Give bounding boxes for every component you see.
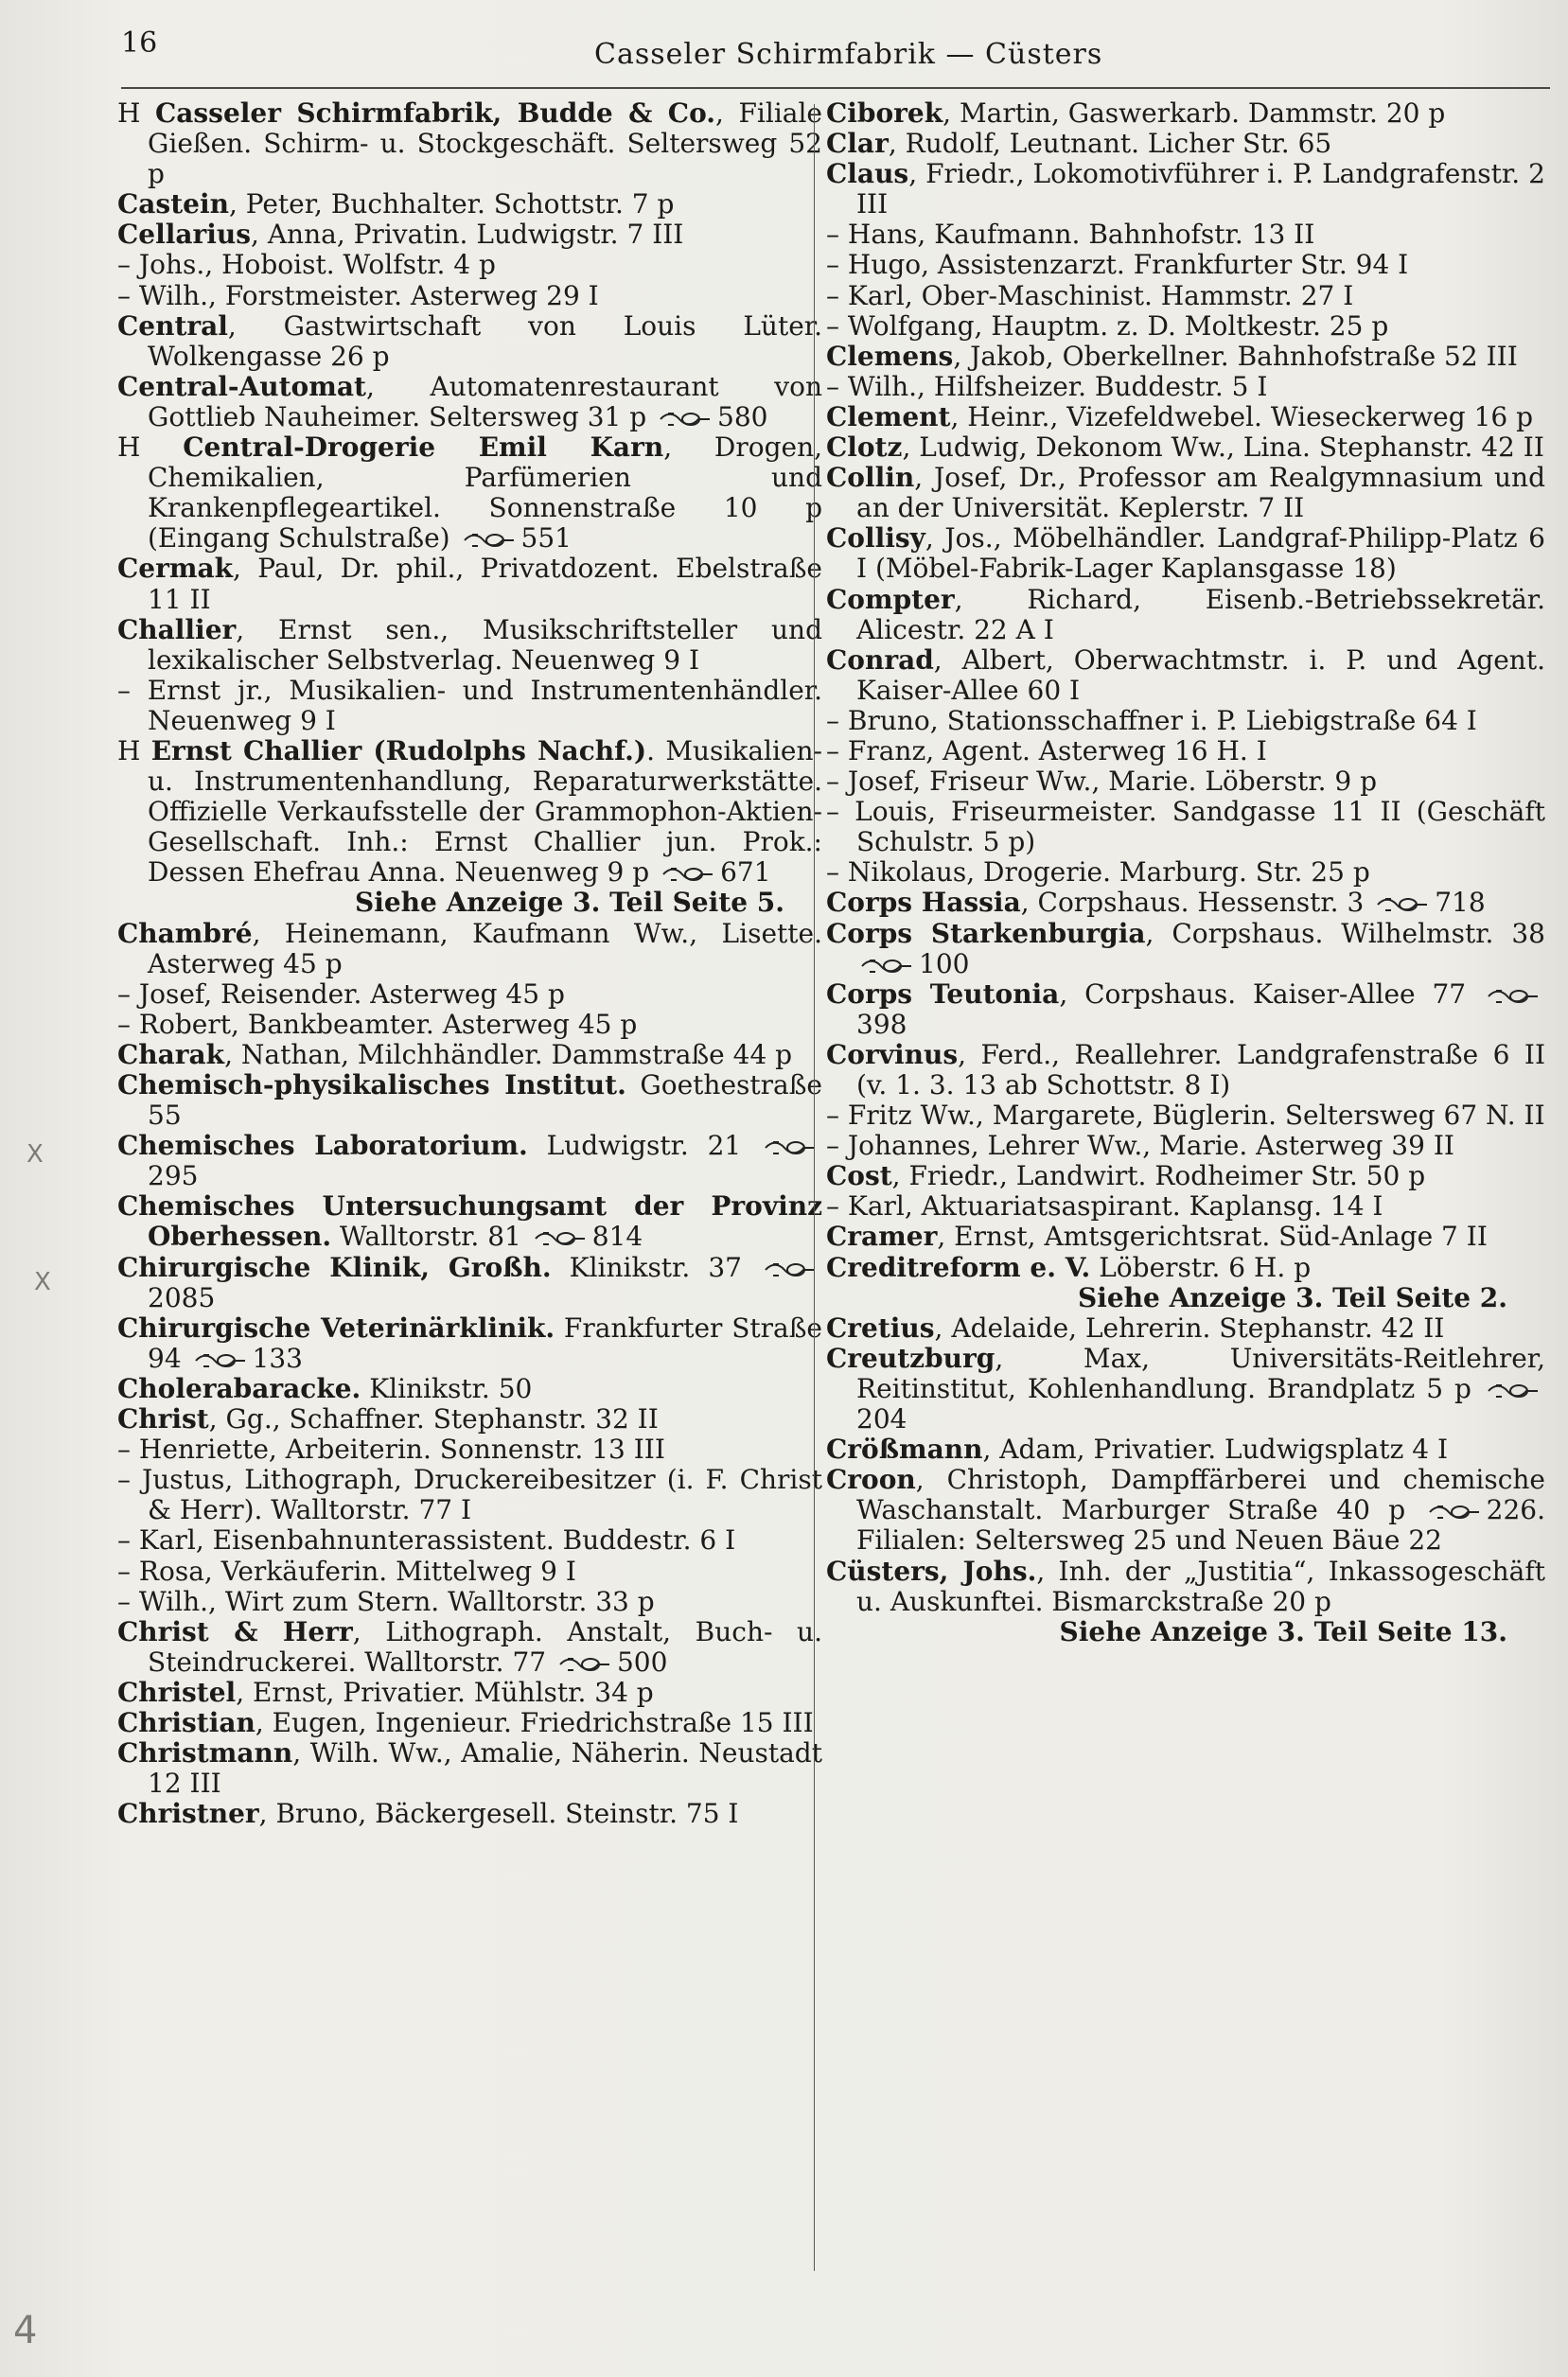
directory-entry: – Josef, Friseur Ww., Marie. Löberstr. 9 p	[826, 766, 1378, 798]
entry-name: Central-Drogerie Emil Karn	[183, 431, 664, 464]
ad-reference: Siehe Anzeige 3. Teil Seite 5.	[354, 887, 784, 919]
telephone-icon	[764, 1261, 817, 1278]
entry-name: Conrad	[826, 643, 934, 676]
directory-entry: Corps Starkenburgia, Corpshaus. Wilhelmstr. 38 100	[826, 917, 1545, 979]
directory-entry: – Johannes, Lehrer Ww., Marie. Asterweg 39 II	[826, 1130, 1454, 1162]
column-divider	[814, 104, 815, 2271]
directory-entry: – Ernst jr., Musikalien- und Instrumentenhändler. Neuenweg 9 I	[117, 674, 822, 736]
directory-entry: Christ & Herr, Lithograph. Anstalt, Buch- u. Steindruckerei. Walltorstr. 77 500	[117, 1615, 822, 1678]
directory-entry: Creditreform e. V. Löberstr. 6 H. p	[826, 1251, 1312, 1283]
entry-name: Christmann	[117, 1737, 293, 1770]
directory-entry: Croon, Christoph, Dampffärberei und chemische Waschanstalt. Marburger Straße 40 p 226. Filialen: Seltersweg 25 und Neuen Bäue 22	[826, 1464, 1545, 1557]
directory-entry: – Rosa, Verkäuferin. Mittelweg 9 I	[117, 1555, 576, 1587]
directory-entry: – Wilh., Forstmeister. Asterweg 29 I	[117, 279, 599, 311]
directory-entry: Ciborek, Martin, Gaswerkarb. Dammstr. 20 p	[826, 97, 1446, 129]
entry-name: Christner	[117, 1798, 259, 1830]
directory-entry: Cholerabaracke. Klinikstr. 50	[117, 1372, 533, 1404]
entry-name: Chirurgische Klinik, Großh.	[117, 1251, 552, 1283]
directory-entry: Christel, Ernst, Privatier. Mühlstr. 34 p	[117, 1676, 654, 1708]
directory-entry: Central, Gastwirtschaft von Louis Lüter. Wolkengasse 26 p	[117, 309, 822, 372]
directory-entry: Chirurgische Veterinärklinik. Frankfurter Straße 94 133	[117, 1312, 822, 1374]
directory-entry: Central-Automat, Automatenrestaurant von Gottlieb Nauheimer. Seltersweg 31 p 580	[117, 370, 822, 432]
entry-name: Clar	[826, 128, 889, 160]
page-number: 16	[121, 26, 158, 60]
directory-entry: – Franz, Agent. Asterweg 16 H. I	[826, 734, 1267, 766]
running-title: Casseler Schirmfabrik — Cüsters	[594, 38, 1103, 71]
directory-entry: Corps Teutonia, Corpshaus. Kaiser-Allee 77 398	[826, 979, 1545, 1040]
entry-name: Ernst Challier (Rudolphs Nachf.)	[150, 734, 647, 766]
entry-name: Creditreform e. V.	[826, 1251, 1091, 1283]
right-column	[826, 98, 1545, 1647]
directory-entry: – Hans, Kaufmann. Bahnhofstr. 13 II	[826, 219, 1315, 251]
entry-name: Challier	[117, 613, 237, 645]
telephone-icon	[1487, 1382, 1540, 1400]
entry-name: Claus	[826, 158, 909, 190]
entry-name: Corps Teutonia	[826, 977, 1060, 1010]
directory-entry: – Wolfgang, Hauptm. z. D. Moltkestr. 25 p	[826, 309, 1389, 342]
directory-entry: – Josef, Reisender. Asterweg 45 p	[117, 977, 565, 1010]
directory-entry: Cost, Friedr., Landwirt. Rodheimer Str. 50 p	[826, 1160, 1426, 1192]
directory-entry: – Johs., Hoboist. Wolfstr. 4 p	[117, 249, 496, 281]
ad-reference: Siehe Anzeige 3. Teil Seite 2.	[1077, 1281, 1507, 1313]
entry-name: Chambré	[117, 917, 253, 949]
entry-name: Cüsters, Johs.	[826, 1555, 1037, 1587]
entry-name: Cramer	[826, 1221, 938, 1253]
directory-entry: Clement, Heinr., Vizefeldwebel. Wieseckerweg 16 p	[826, 400, 1534, 432]
directory-entry: Clemens, Jakob, Oberkellner. Bahnhofstraße 52 III	[826, 340, 1518, 372]
margin-mark: 4	[13, 2309, 38, 2352]
directory-entry: Chemisches Untersuchungsamt der Provinz Oberhessen. Walltorstr. 81 814	[117, 1190, 822, 1253]
entry-name: Christ & Herr	[117, 1615, 353, 1647]
directory-entry: Castein, Peter, Buchhalter. Schottstr. 7 p	[117, 188, 675, 220]
entry-name: Christel	[117, 1676, 237, 1708]
entry-name: Central-Automat	[117, 370, 366, 402]
telephone-icon	[764, 1139, 817, 1156]
header-rule	[121, 87, 1550, 89]
directory-entry: Conrad, Albert, Oberwachtmstr. i. P. und Agent. Kaiser-Allee 60 I	[826, 643, 1545, 706]
directory-entry: Collin, Josef, Dr., Professor am Realgymnasium und an der Universität. Keplerstr. 7 II	[826, 462, 1545, 524]
ad-reference: Siehe Anzeige 3. Teil Seite 13.	[1059, 1615, 1507, 1647]
page-header	[121, 23, 1541, 79]
directory-entry: Christmann, Wilh. Ww., Amalie, Näherin. Neustadt 12 III	[117, 1737, 822, 1800]
telephone-icon	[534, 1230, 587, 1247]
entry-name: Chemisches Untersuchungsamt der Provinz Oberhessen.	[117, 1190, 822, 1253]
directory-entry: Collisy, Jos., Möbelhändler. Landgraf-Philipp-Platz 6 I (Möbel-Fabrik-Lager Kaplansgasse 18)	[826, 522, 1545, 585]
directory-entry: Cüsters, Johs., Inh. der „Justitia“, Inkassogeschäft u. Auskunftei. Bismarckstraße 20 p	[826, 1555, 1545, 1617]
entry-name: Ciborek	[826, 97, 943, 129]
margin-mark: X	[26, 1140, 44, 1169]
left-column	[117, 98, 822, 1829]
entry-name: Christian	[117, 1706, 255, 1738]
directory-entry: Cermak, Paul, Dr. phil., Privatdozent. Ebelstraße 11 II	[117, 553, 822, 615]
directory-entry: – Nikolaus, Drogerie. Marburg. Str. 25 p	[826, 856, 1370, 889]
entry-name: Cost	[826, 1160, 892, 1192]
directory-entry: Chirurgische Klinik, Großh. Klinikstr. 37 2085	[117, 1253, 822, 1313]
telephone-icon	[860, 958, 913, 975]
telephone-icon	[1487, 988, 1540, 1005]
directory-entry: Christian, Eugen, Ingenieur. Friedrichstraße 15 III	[117, 1706, 814, 1738]
entry-name: Christ	[117, 1403, 209, 1435]
directory-entry: Creutzburg, Max, Universitäts-Reitlehrer, Reitinstitut, Kohlenhandlung. Brandplatz 5 p 204	[826, 1342, 1545, 1435]
directory-entry: – Robert, Bankbeamter. Asterweg 45 p	[117, 1008, 638, 1040]
entry-name: Cretius	[826, 1312, 935, 1344]
directory-entry: – Karl, Aktuariatsaspirant. Kaplansg. 14 I	[826, 1190, 1383, 1223]
directory-entry: H Central-Drogerie Emil Karn, Drogen, Chemikalien, Parfümerien und Krankenpflegeartikel. Sonnenstraße 10 p (Eingang Schulstraße) 551	[117, 431, 822, 555]
directory-entry: – Wilh., Wirt zum Stern. Walltorstr. 33 p	[117, 1585, 655, 1617]
directory-entry: – Hugo, Assistenzarzt. Frankfurter Str. 94 I	[826, 249, 1409, 281]
entry-name: Collisy	[826, 522, 925, 555]
directory-entry: – Henriette, Arbeiterin. Sonnenstr. 13 III	[117, 1434, 665, 1466]
directory-entry: – Fritz Ww., Margarete, Büglerin. Seltersweg 67 N. II	[826, 1100, 1545, 1132]
directory-entry: Clar, Rudolf, Leutnant. Licher Str. 65	[826, 128, 1332, 160]
entry-name: Corvinus	[826, 1038, 959, 1070]
directory-entry: Charak, Nathan, Milchhändler. Dammstraße 44 p	[117, 1038, 793, 1070]
directory-entry: Challier, Ernst sen., Musikschriftsteller und lexikalischer Selbstverlag. Neuenweg 9 I	[117, 613, 822, 676]
entry-name: Clemens	[826, 340, 954, 372]
entry-name: Central	[117, 309, 228, 342]
directory-entry: – Wilh., Hilfsheizer. Buddestr. 5 I	[826, 370, 1268, 402]
telephone-icon	[463, 532, 516, 549]
directory-entry: Chambré, Heinemann, Kaufmann Ww., Lisette. Asterweg 45 p	[117, 917, 822, 979]
telephone-icon	[659, 411, 712, 428]
entry-name: Clotz	[826, 431, 903, 464]
telephone-icon	[661, 866, 714, 883]
entry-name: Collin	[826, 462, 915, 494]
entry-name: Corps Hassia	[826, 887, 1021, 919]
entry-name: Castein	[117, 188, 229, 220]
telephone-icon	[558, 1656, 611, 1673]
directory-entry: – Bruno, Stationsschaffner i. P. Liebigstraße 64 I	[826, 704, 1477, 736]
entry-name: Cermak	[117, 553, 234, 585]
margin-mark: X	[34, 1268, 51, 1296]
entry-name: Charak	[117, 1038, 225, 1070]
directory-entry: – Louis, Friseurmeister. Sandgasse 11 II (Geschäft Schulstr. 5 p)	[826, 796, 1545, 858]
directory-entry: – Karl, Ober-Maschinist. Hammstr. 27 I	[826, 279, 1354, 311]
directory-entry: Christner, Bruno, Bäckergesell. Steinstr. 75 I	[117, 1798, 739, 1830]
entry-name: Cholerabaracke.	[117, 1372, 361, 1404]
directory-entry: Compter, Richard, Eisenb.-Betriebssekretär. Alicestr. 22 A I	[826, 583, 1545, 645]
directory-entry: Chemisches Laboratorium. Ludwigstr. 21 295	[117, 1131, 822, 1191]
directory-entry: – Justus, Lithograph, Druckereibesitzer (i. F. Christ & Herr). Walltorstr. 77 I	[117, 1464, 822, 1526]
directory-entry: Cramer, Ernst, Amtsgerichtsrat. Süd-Anlage 7 II	[826, 1221, 1488, 1253]
telephone-icon	[1428, 1504, 1481, 1521]
directory-entry: Cretius, Adelaide, Lehrerin. Stephanstr. 42 II	[826, 1312, 1445, 1344]
entry-name: Cellarius	[117, 219, 252, 251]
entry-name: Croon	[826, 1464, 916, 1496]
entry-name: Casseler Schirmfabrik, Budde & Co.	[154, 97, 716, 129]
entry-name: Clement	[826, 400, 951, 432]
directory-entry: Corps Hassia, Corpshaus. Hessenstr. 3 718	[826, 887, 1486, 919]
entry-name: Creutzburg	[826, 1342, 995, 1374]
directory-entry: H Ernst Challier (Rudolphs Nachf.). Musikalien- u. Instrumentenhandlung, Reparaturwerkstätte. Offizielle Verkaufsstelle der Grammophon-Aktien-Gesellschaft. Inh.: Ernst Challier jun. Prok.: Dessen Ehefrau Anna. Neuenweg 9 p 671	[117, 734, 822, 889]
directory-entry: Clotz, Ludwig, Dekonom Ww., Lina. Stephanstr. 42 II	[826, 431, 1544, 464]
directory-entry: Christ, Gg., Schaffner. Stephanstr. 32 II	[117, 1403, 659, 1435]
directory-entry: Cellarius, Anna, Privatin. Ludwigstr. 7 III	[117, 219, 684, 251]
entry-name: Corps Starkenburgia	[826, 917, 1146, 949]
telephone-icon	[1376, 896, 1429, 913]
entry-name: Crößmann	[826, 1434, 983, 1466]
directory-entry: H Casseler Schirmfabrik, Budde & Co., Filiale Gießen. Schirm- u. Stockgeschäft. Seltersweg 52 p	[117, 97, 823, 190]
directory-entry: – Karl, Eisenbahnunterassistent. Buddestr. 6 I	[117, 1524, 736, 1557]
entry-name: Chemisches Laboratorium.	[117, 1130, 528, 1162]
directory-entry: Crößmann, Adam, Privatier. Ludwigsplatz 4 I	[826, 1434, 1449, 1466]
entry-name: Compter	[826, 583, 955, 615]
entry-name: Chirurgische Veterinärklinik.	[117, 1312, 555, 1344]
directory-entry: Corvinus, Ferd., Reallehrer. Landgrafenstraße 6 II (v. 1. 3. 13 ab Schottstr. 8 I)	[826, 1038, 1545, 1100]
telephone-icon	[194, 1352, 247, 1369]
directory-entry: Chemisch-physikalisches Institut. Goethestraße 55	[117, 1069, 822, 1132]
directory-entry: Claus, Friedr., Lokomotivführer i. P. Landgrafenstr. 2 III	[826, 158, 1545, 220]
entry-name: Chemisch-physikalisches Institut.	[117, 1069, 626, 1100]
